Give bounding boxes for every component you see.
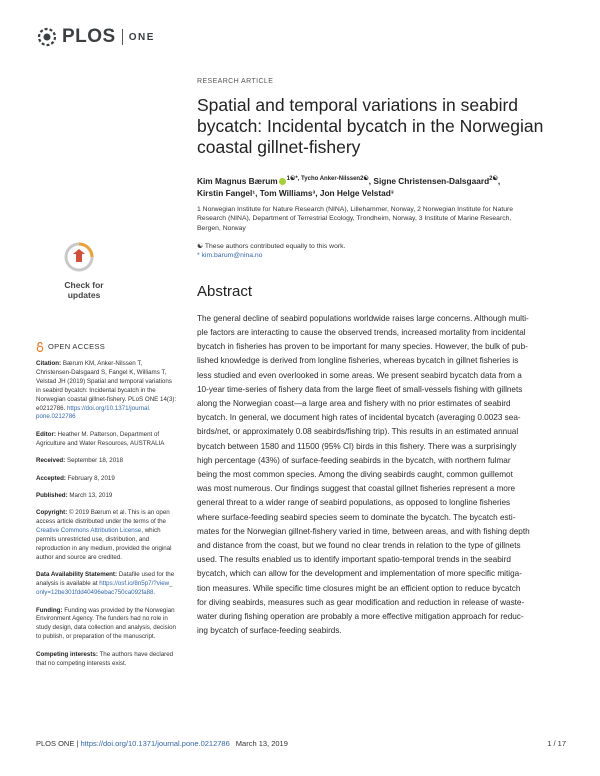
abstract-line: water during fishing operation are probably a more effective mitigation approach for reduc- <box>197 612 524 621</box>
journal-text: ONE <box>128 31 155 43</box>
copyright-text: © 2019 Bærum et al. This is an open <box>67 509 170 517</box>
competing-interests-label: Competing interests: <box>36 650 98 658</box>
footer-journal: PLOS ONE <box>36 739 75 748</box>
abstract-line: general threat to a wider range of seabird populations, as opposed to longline fisheries <box>197 498 511 508</box>
check-updates-icon <box>64 242 94 272</box>
author-list <box>197 173 569 199</box>
abstract-line: bycatch between 1580 and 11500 (95% CI) birds in this fishery. There was a surprisingly <box>197 441 517 451</box>
abstract-line: tion measures. While specific time closures might be an efficient option to reduce bycatch <box>197 583 521 593</box>
author-name[interactable]: Kim Magnus Bærum <box>197 175 278 186</box>
data-link[interactable]: only=12be301fdd40496ebac750ca092fa88. <box>36 589 156 597</box>
affiliation-line: Research (NINA), Department of Terrestrial Ecology, Trondheim, Norway, 3 Institute of Marine Research, <box>197 215 512 223</box>
page-number: 1 / 17 <box>547 739 566 748</box>
copyright-text: reproduction in any medium, provided the original <box>36 545 172 552</box>
open-lock-icon <box>36 342 44 352</box>
editor-text: Heather M. Patterson, Department of <box>55 430 160 438</box>
plos-one-logo[interactable] <box>36 26 155 48</box>
funding-text: to publish, or preparation of the manuscript. <box>36 633 156 641</box>
logo-divider <box>122 29 123 45</box>
footer-separator: | <box>74 739 81 748</box>
plos-logo-icon <box>36 26 58 48</box>
article-title <box>197 95 569 158</box>
footer-date: March 13, 2019 <box>235 739 288 748</box>
data-availability-block <box>36 571 184 598</box>
abstract-line: bycatch in fisheries has proven to be important for many species. However, the bulk of pub- <box>197 342 528 352</box>
data-availability-text: Datafile used for the <box>117 571 175 579</box>
editor-block <box>36 431 184 449</box>
citation-text: Bærum KM, Anker-Nilssen T, <box>61 360 143 367</box>
competing-interests-block <box>36 651 184 669</box>
received-block <box>36 457 184 466</box>
abstract-line: used. The results enabled us to identify important spatio-temporal trends in the seabird <box>197 555 511 565</box>
received-date: September 18, 2018 <box>65 457 124 465</box>
abstract-line: lished knowledge is derived from longline fisheries, whereas bycatch in gillnet fisheries is <box>197 356 519 366</box>
citation-text: e0212786. <box>36 404 67 412</box>
copyright-text: access article distributed under the terms of the <box>36 518 167 526</box>
abstract-line: 10-year time-series of fishery data from the large fleet of small-vessels fishing with gillnets <box>197 384 523 394</box>
abstract-line: being the most common species. Among the diving seabirds caught, common guillemot <box>197 469 513 479</box>
published-label: Published: <box>36 491 68 499</box>
affiliations <box>197 205 569 234</box>
abstract-line: bycatch. In general, we document high rates of incidental bycatch (averaging 0.0023 sea- <box>197 413 521 423</box>
affiliation-line: Bergen, Norway <box>197 224 246 232</box>
title-line: Spatial and temporal variations in seabird <box>197 95 519 115</box>
corresponding-email-link[interactable]: * kim.barum@nina.no <box>197 252 263 260</box>
published-date: March 13, 2019 <box>67 491 113 499</box>
author-affiliation: 2☯ <box>489 176 498 182</box>
check-updates-line2: updates <box>67 290 101 300</box>
copyright-text: author and source are credited. <box>36 553 122 561</box>
competing-interests-text: that no competing interests exist. <box>36 659 127 667</box>
citation-text: Velstad JH (2019) Spatial and temporal variations <box>36 377 172 385</box>
author-affiliation: 2☯ <box>360 176 369 182</box>
article-type: RESEARCH ARTICLE <box>197 78 274 85</box>
author-affiliation: 1☯*, Tycho Anker-Nilssen <box>286 176 361 182</box>
abstract-line: ing bycatch of surface-feeding seabirds. <box>197 626 342 636</box>
funding-label: Funding: <box>36 606 63 614</box>
funding-text: Environment Agency. The funders had no role in <box>36 615 168 623</box>
abstract-line: The general decline of seabird populations worldwide raises large concerns. Although multi- <box>197 313 529 323</box>
abstract-line: mates for the Norwegian gillnet-fishery varied in time, between areas, and with fishing depth <box>197 526 530 536</box>
funding-block <box>36 607 184 643</box>
editor-label: Editor: <box>36 430 56 438</box>
data-availability-text: analysis is available at <box>36 580 100 588</box>
license-link[interactable]: Creative Commons Attribution License <box>36 527 142 535</box>
citation-block <box>36 360 184 422</box>
abstract-line: for diving seabirds, measures such as gear modification and reduction in release of waste- <box>197 597 525 607</box>
abstract-text <box>197 312 569 639</box>
footer-doi-link[interactable]: https://doi.org/10.1371/journal.pone.0212786 <box>80 739 230 748</box>
citation-text: in seabird bycatch: Incidental bycatch in the <box>36 386 156 394</box>
copyright-text: , which <box>141 527 161 535</box>
brand-text: PLOS <box>62 26 116 47</box>
accepted-label: Accepted: <box>36 474 66 482</box>
title-line: coastal gillnet-fishery <box>197 137 361 157</box>
citation-label: Citation: <box>36 360 62 367</box>
abstract-heading: Abstract <box>197 282 253 300</box>
citation-doi-link[interactable]: pone.0212786 <box>36 413 76 421</box>
editor-text: Agriculture and Water Resources, AUSTRALIA <box>36 439 165 447</box>
data-availability-label: Data Availability Statement: <box>36 571 118 579</box>
citation-doi-link[interactable]: https://doi.org/10.1371/journal. <box>66 404 151 412</box>
citation-text: Christensen-Dalsgaard S, Fangel K, Williams T, <box>36 368 167 376</box>
author-separator: , <box>497 175 501 186</box>
open-access-label: OPEN ACCESS <box>48 341 106 351</box>
abstract-line: where surface-feeding seabird species seem to dominate the bycatch. The bycatch esti- <box>197 512 516 522</box>
abstract-line: was most numerous. Our findings suggest that coastal gillnet fisheries represent a more <box>197 484 516 494</box>
author-notes <box>197 242 569 261</box>
citation-text: Norwegian coastal gillnet-fishery. PLoS ONE 14(3): <box>36 395 177 403</box>
funding-text: Funding was provided by the Norwegian <box>62 606 175 614</box>
abstract-line: birds/net, or approximately 0.08 seabirds/fishing trip). This results in an estimated annual <box>197 427 519 437</box>
orcid-icon[interactable] <box>279 178 286 185</box>
title-line: bycatch: Incidental bycatch in the Norwegian <box>197 116 544 136</box>
data-link[interactable]: https://osf.io/8n5p7/?view_ <box>99 580 173 588</box>
article-main <box>197 78 569 638</box>
page-footer <box>36 739 566 748</box>
author-names-line2[interactable]: Kirstin Fangel¹, Tom Williams³, Jon Helge Velstad³ <box>197 187 394 198</box>
abstract-line: high percentage (43%) of surface-feeding seabirds in the bycatch, with northern fulmar <box>197 455 511 465</box>
check-for-updates-badge[interactable] <box>64 242 104 300</box>
copyright-label: Copyright: <box>36 509 68 517</box>
copyright-block <box>36 509 184 562</box>
check-updates-line1: Check for <box>64 280 104 290</box>
received-label: Received: <box>36 457 66 465</box>
author-name[interactable]: , Signe Christensen-Dalsgaard <box>368 175 490 186</box>
equal-contribution-note: ☯ These authors contributed equally to this work. <box>197 242 346 250</box>
funding-text: study design, data collection and analysis, decision <box>36 624 176 632</box>
accepted-block <box>36 475 184 484</box>
abstract-line: along the Norwegian coast—a large area and fishery with no prior estimates of seabird <box>197 398 511 408</box>
affiliation-line: 1 Norwegian Institute for Nature Research (NINA), Lillehammer, Norway, 2 Norwegian Institute for Nature <box>197 205 514 213</box>
open-access-badge <box>36 342 184 352</box>
abstract-line: bycatch, which can allow for the development and implementation of more specific mitiga- <box>197 569 522 579</box>
published-block <box>36 492 184 501</box>
accepted-date: February 8, 2019 <box>65 474 115 482</box>
competing-interests-text: The authors have declared <box>97 650 174 658</box>
copyright-text: permits unrestricted use, distribution, and <box>36 536 150 544</box>
abstract-line: and distance from the coast, but we found no clear trends in relation to the type of gillnets <box>197 540 521 550</box>
abstract-line: ple factors are interacting to cause the observed trends, increased mortality from incidental <box>197 327 526 337</box>
abstract-line: less studied and even overlooked in some areas. We present seabird bycatch data from a <box>197 370 522 380</box>
article-metadata-sidebar <box>36 342 184 677</box>
